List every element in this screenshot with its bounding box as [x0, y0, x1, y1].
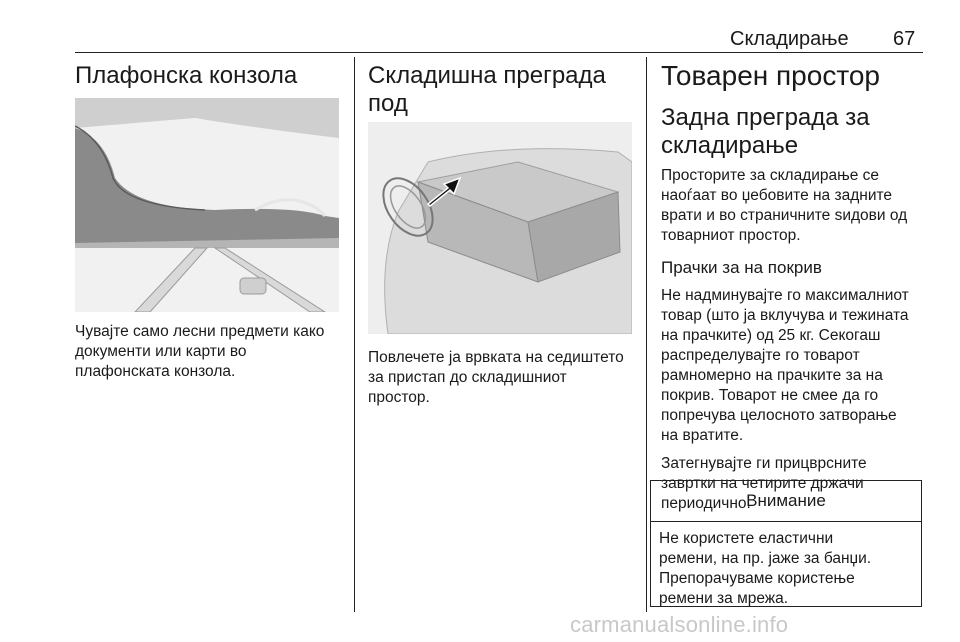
body-line: на прачките) од 25 кг. Секогаш: [661, 327, 881, 344]
underseat-storage-text: [368, 348, 638, 408]
column-roof-console: [75, 62, 345, 90]
body-line: покрив. Товарот не смее да го: [661, 387, 879, 404]
section-heading-roof-console: Плафонска конзола: [75, 62, 298, 89]
body-line: распределувајте го товарот: [661, 347, 860, 364]
warning-text: [651, 522, 921, 609]
body-line: Повлечете ја врвката на седиштето: [368, 349, 624, 366]
roof-console-text: [75, 322, 345, 382]
warning-line: ремени, на пр. јаже за банџи.: [659, 550, 872, 567]
body-line: за пристап до складишниот: [368, 369, 567, 386]
column-divider-2: [646, 57, 647, 612]
header-rule: [75, 52, 923, 53]
watermark: carmanualsonline.info: [570, 612, 789, 637]
body-line: на вратите.: [661, 427, 744, 444]
body-line: Не надминувајте го максималниот: [661, 287, 909, 304]
roof-console-illustration: [75, 98, 339, 312]
warning-line: ремени за мрежа.: [659, 590, 789, 607]
subheading-rear-storage-line: Задна преграда за: [661, 104, 870, 131]
body-line: Затегнувајте ги прицврсните: [661, 455, 867, 472]
body-line: наоѓаат во џебовите на задните: [661, 187, 893, 204]
subheading-rear-storage-line: складирање: [661, 132, 799, 159]
column-cargo-space: [661, 60, 931, 514]
warning-line: Препорачуваме користење: [659, 570, 855, 587]
running-header-title: Складирање: [730, 28, 849, 50]
body-line: рамномерно на прачките за на: [661, 367, 883, 384]
body-line: завртки на четирите држачи: [661, 475, 864, 492]
warning-title: Внимание: [651, 481, 921, 522]
body-line: Просторите за складирање се: [661, 167, 880, 184]
page-number: 67: [893, 28, 916, 50]
body-line: документи или карти во: [75, 343, 247, 360]
body-line: товар (што ја вклучува и тежината: [661, 307, 909, 324]
column-divider-1: [354, 57, 355, 612]
body-line: Чувајте само лесни предмети како: [75, 323, 325, 340]
body-line: плафонската конзола.: [75, 363, 236, 380]
warning-box: [650, 480, 922, 607]
subheading-roof-bars: Прачки за на покрив: [661, 258, 822, 277]
body-line: периодично.: [661, 495, 751, 512]
warning-line: Не користете еластични: [659, 530, 834, 547]
section-heading-underseat-line: Складишна преграда под: [368, 62, 606, 117]
body-line: товарниот простор.: [661, 227, 801, 244]
underseat-storage-illustration: [368, 122, 632, 334]
body-line: простор.: [368, 389, 430, 406]
body-line: врати и во страничните sидови од: [661, 207, 908, 224]
section-heading-cargo-space: Товарен простор: [661, 60, 880, 91]
body-line: попречува целосното затворање: [661, 407, 897, 424]
